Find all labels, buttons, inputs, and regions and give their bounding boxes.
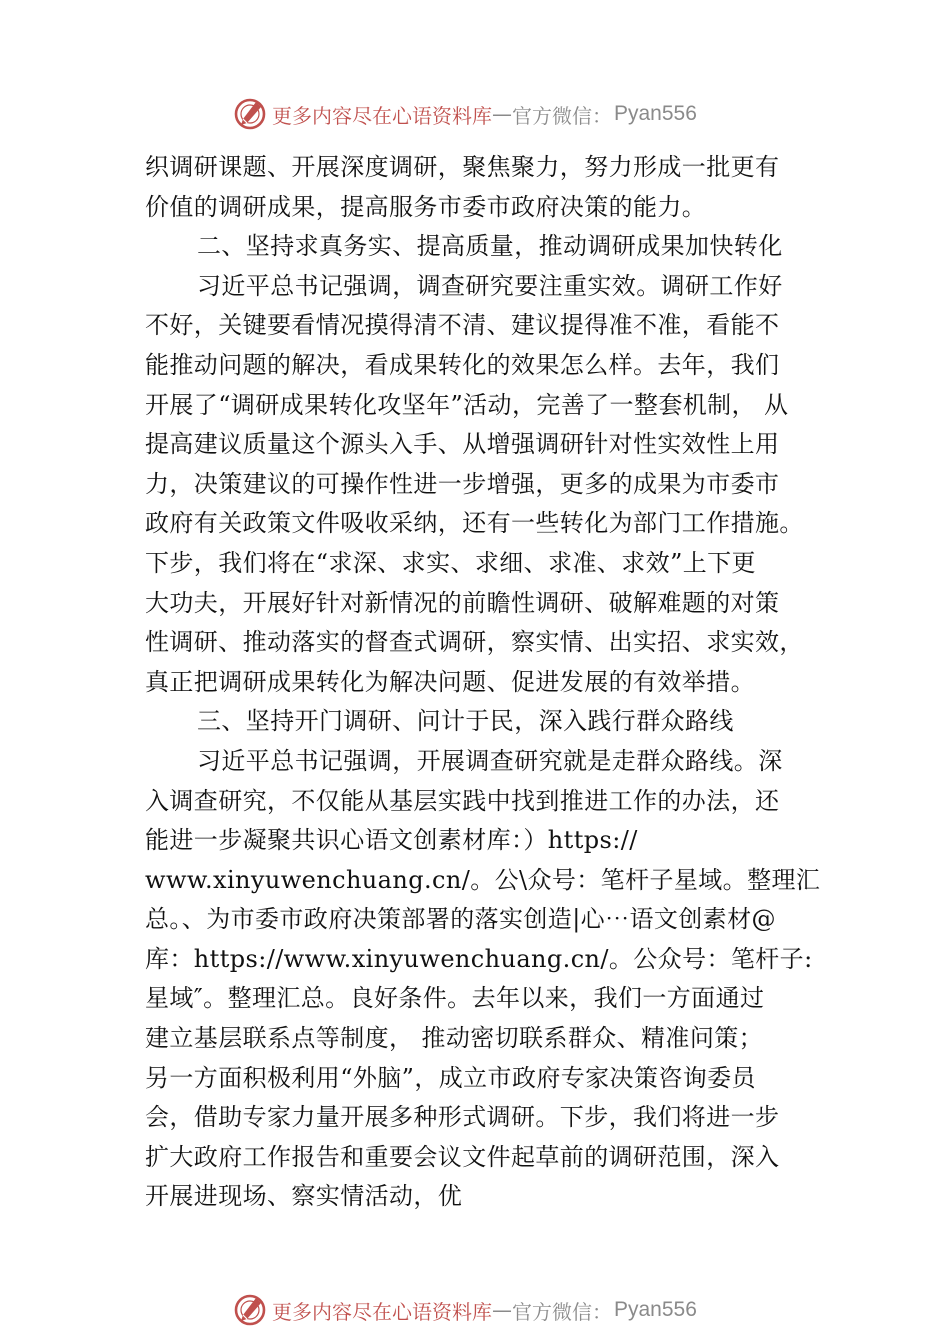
body-line-17: 入调查研究，不仅能从基层实践中找到推进工作的办法，还 — [145, 786, 780, 815]
body-line-11: 下步，我们将在“求深、求实、求细、求准、求效”上下更 — [145, 548, 756, 577]
section-heading-3: 三、坚持开门调研、问计于民，深入践行群众路线 — [197, 707, 734, 736]
body-line-13: 性调研、推动落实的督查式调研，察实情、出实招、求实效， — [145, 628, 804, 657]
body-line-14: 真正把调研成果转化为解决问题、促进发展的有效举措。 — [145, 667, 755, 696]
body-line-21: 库：https://www.xinyuwenchuang.cn/。公众号：笔杆子: — [145, 944, 813, 973]
header-banner — [232, 94, 697, 134]
body-line-7: 开展了“调研成果转化攻坚年”活动，完善了一整套机制， 从 — [145, 390, 789, 419]
banner-title: 更多内容尽在心语资料库 — [272, 103, 492, 128]
body-line-8: 提高建议质量这个源头入手、从增强调研针对性实效性上用 — [145, 430, 780, 459]
body-line-24: 另一方面积极利用“外脑”，成立市政府专家决策咨询委员 — [145, 1063, 756, 1092]
body-line-22: 星域″。整理汇总。良好条件。去年以来，我们一方面通过 — [145, 984, 765, 1013]
body-line-10: 政府有关政策文件吸收采纳，还有一些转化为部门工作措施。 — [145, 509, 804, 538]
pen-circle-logo-icon — [232, 96, 268, 132]
pen-circle-logo-icon — [232, 1292, 268, 1328]
banner-wechat-id: Pyan556 — [614, 1298, 697, 1321]
body-line-19: www.xinyuwenchuang.cn/。公\众号：笔杆子星域。整理汇 — [145, 865, 821, 894]
body-line-16: 习近平总书记强调，开展调查研究就是走群众路线。深 — [197, 746, 783, 775]
body-line-23: 建立基层联系点等制度， 推动密切联系群众、精准问策； — [145, 1024, 764, 1053]
body-line-5: 不好，关键要看情况摸得清不清、建议提得准不准，看能不 — [145, 311, 780, 340]
body-line-26: 扩大政府工作报告和重要会议文件起草前的调研范围，深入 — [145, 1142, 780, 1171]
body-line-12: 大功夫，开展好针对新情况的前瞻性调研、破解难题的对策 — [145, 588, 780, 617]
body-line-27: 开展进现场、察实情活动，优 — [145, 1182, 463, 1211]
body-line-18: 能进一步凝聚共识心语文创素材库：）https:// — [145, 826, 638, 855]
body-line-6: 能推动问题的解决，看成果转化的效果怎么样。去年，我们 — [145, 350, 780, 379]
banner-dash: — — [492, 1298, 512, 1322]
banner-wechat-label: 官方微信： — [512, 1299, 612, 1324]
body-line-9: 力，决策建议的可操作性进一步增强，更多的成果为市委市 — [145, 469, 780, 498]
footer-banner — [232, 1290, 697, 1330]
section-heading-2: 二、坚持求真务实、提高质量，推动调研成果加快转化 — [197, 232, 783, 261]
banner-wechat-id: Pyan556 — [614, 102, 697, 125]
body-line-1: 织调研课题、开展深度调研，聚焦聚力，努力形成一批更有 — [145, 153, 780, 181]
body-line-20: 总。、为市委市政府决策部署的落实创造|心⋯语文创素材@ — [145, 905, 776, 934]
banner-dash: — — [492, 102, 512, 126]
document-body — [145, 148, 835, 1217]
body-line-2: 价值的调研成果，提高服务市委市政府决策的能力。 — [145, 192, 707, 221]
banner-title: 更多内容尽在心语资料库 — [272, 1299, 492, 1324]
banner-wechat-label: 官方微信： — [512, 103, 612, 128]
body-line-25: 会，借助专家力量开展多种形式调研。下步，我们将进一步 — [145, 1103, 780, 1132]
body-line-4: 习近平总书记强调，调查研究要注重实效。调研工作好 — [197, 271, 783, 300]
